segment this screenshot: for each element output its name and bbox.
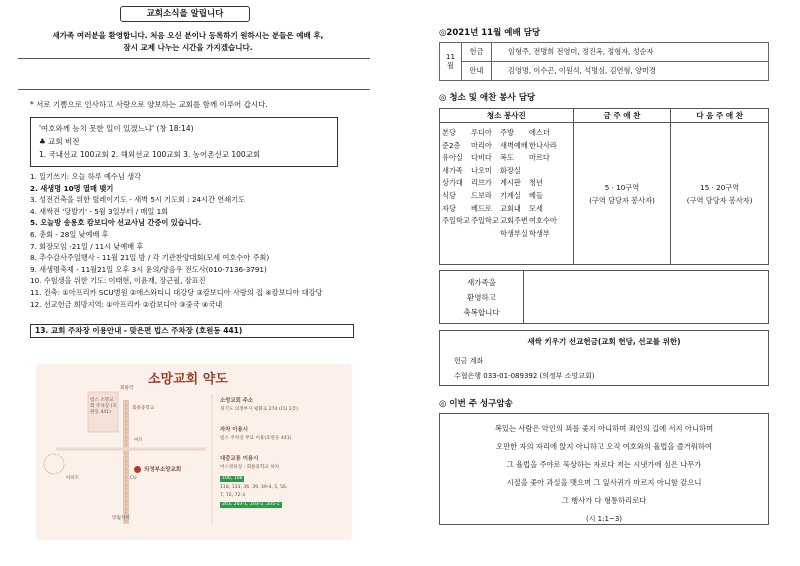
mission-title: 새싹 키우기 선교헌금(교회 헌당, 선교를 위한) — [527, 337, 681, 346]
col-header: 다 음 주 애 찬 — [671, 109, 769, 123]
list-item: 6. 총회 - 28일 낮예배 후 — [30, 229, 109, 239]
this-week-groups: 5 · 10구역 — [604, 182, 640, 192]
list-item: 10. 수험생을 위한 기도: 이태현, 이윤재, 장근필, 장표진 — [30, 276, 206, 286]
map-label-station: 망월사역 — [112, 516, 130, 521]
parking-info: 13. 교회 주차장 이용안내 - 맞은편 빕스 주차장 (호원동 441) — [30, 324, 354, 338]
list-item: 12. 선교헌금 희망지역: ①아프리카 ②캄보디아 ③중국 ④국내 — [30, 299, 223, 309]
vision-box — [30, 117, 338, 167]
verse-reference: (시 1:1~3) — [585, 515, 623, 523]
list-item: 7. 회장모임 -21일 / 11시 낮예배 후 — [30, 241, 144, 251]
notice-title: 교회소식을 알립니다 — [120, 6, 250, 22]
list-item: 2. 새생명 10명 열매 맺기 — [30, 183, 114, 193]
list-item: 4. 새싹전 '당발기' - 5월 3일부터 / 매일 1회 — [30, 206, 169, 216]
verse-title: ◎ 이번 주 성구암송 — [439, 399, 513, 409]
table-row: 유아실 다비다 복도 마르다 — [442, 153, 550, 163]
list-item: 3. 성전건축을 위한 릴레이기도 - 새벽 5시 기도회 : 24시간 연쇄기도 — [30, 195, 246, 205]
map-label-apt: 아파트 — [66, 476, 80, 481]
mission-offering-box — [439, 330, 769, 386]
divider — [18, 58, 370, 59]
address: 경기도 의정부시 평화로 274 (CU 2층) — [220, 407, 298, 412]
list-item: 11. 건축: ①아프리카 SCU병원 ②애스와티니 대강당 ③캄보디아 사랑의 집 ④캄보디아 대강당 — [30, 287, 323, 297]
next-week-cell — [671, 123, 769, 265]
mission-account: 수협은행 033-01-089392 (의정부 소망교회) — [454, 372, 595, 380]
offering-label: 헌금 — [462, 43, 492, 62]
table-row: 식당 드보라 기계실 베들 — [442, 190, 543, 200]
divider — [18, 89, 370, 90]
guide-names: 김영명, 이수곤, 이원석, 석명심, 김연형, 양미경 — [492, 62, 769, 81]
welcome-line-1: 새가족 여러분을 환영합니다. 처음 오신 분이나 등록하기 원하시는 분들은 예배 후, — [52, 31, 324, 40]
table-row: 주일학교주일학교교회주변여호수아 — [442, 216, 557, 226]
table-row: 준2층 마리아 새벽예배한나사라 — [442, 140, 557, 150]
transit-label: 대중교통 이용시 — [220, 456, 259, 462]
newcomer-box — [439, 270, 769, 324]
table-row: 상가대 리브가 계시판 청년 — [442, 178, 543, 188]
car-info: 빕스 주차장 무료 이용(호원동 441) — [220, 436, 292, 441]
map-label-cu: CU — [130, 476, 137, 481]
welcome-line-2: 잠시 교제 나누는 시간을 가지겠습니다. — [123, 43, 253, 52]
cleaning-duty-table — [439, 108, 769, 265]
cleaning-duty-title: ◎ 청소 및 애찬 봉사 담당 — [439, 93, 536, 103]
table-row: 학생부실학생부 — [500, 228, 550, 238]
bus-badge: 106, 108 — [222, 476, 243, 481]
welcome-message — [18, 30, 358, 54]
car-label: 자차 이용시 — [220, 427, 248, 433]
announcement-list — [30, 171, 380, 310]
table-row: 본당 루디아 주방 에스더 — [442, 128, 550, 137]
newcomer-line: 축복합니다 — [463, 308, 500, 317]
worship-duty-title: ◎2021년 11월 예배 담당 — [439, 28, 541, 38]
newcomer-label — [440, 271, 524, 323]
guide-label: 안내 — [462, 62, 492, 81]
verse-box — [439, 413, 769, 525]
verse-line: 그 행사가 다 형통하리로다 — [561, 496, 647, 505]
vision-title: ♣ 교회 비전 — [39, 137, 80, 146]
greeting-note: * 서로 기쁨으로 인사하고 사랑으로 양보하는 교회를 함께 이루어 갑시다. — [30, 100, 268, 109]
next-week-groups: 15 · 20구역 — [700, 182, 740, 192]
map-church-name: 의정부소망교회 — [144, 467, 182, 473]
transit-info: 버스정류장 : 회룡중학교 하차 — [220, 465, 280, 470]
map-title: 소망교회 약도 — [148, 372, 228, 387]
verse-line: 오만한 자의 자리에 앉지 아니하고 오직 여호와의 율법을 즐거워하여 — [496, 442, 712, 451]
duty-list — [440, 123, 574, 265]
verse-line: 그 율법을 주야로 묵상하는 자로다 저는 시냇가에 심은 나무가 — [506, 460, 702, 469]
map-label-school: 회룡중학교 — [132, 406, 155, 411]
map-label-hoeryong: 회룡역 — [120, 386, 134, 391]
church-pin-icon — [134, 466, 141, 473]
vision-verse: '여호와께 능치 못한 일이 있겠느냐' (창 18:14) — [39, 124, 194, 133]
col-header: 청소 봉사진 — [440, 109, 574, 123]
this-week-note: (구역 담당자 봉사자) — [589, 195, 655, 205]
newcomer-line: 환영하고 — [467, 293, 496, 302]
list-item: 9. 새생명축제 - 11월21일 오후 3시 윤의/양음우 전도사(010-7136-3791) — [30, 264, 267, 274]
table-row: 새가족 나오미 화장실 — [442, 165, 521, 175]
newcomer-line: 새가족을 — [467, 278, 496, 287]
bus-badge: 203, 203-1, 203-2, 205-1 — [222, 502, 280, 507]
map-roads — [36, 364, 352, 540]
bus-routes: 7, 72, 72-3 — [220, 493, 246, 498]
list-item: 1. 일기쓰기: 오늘 하루 예수님 생각 — [30, 172, 141, 181]
bus-routes: 118, 133, 36, 39, 39-4, 5, 56, — [220, 485, 288, 490]
table-row: 자당 베드로 교회내 모세 — [442, 203, 543, 213]
map-label-bips: 빕스 소망교회 주차장 (호원동 441) — [90, 398, 117, 415]
worship-duty-table — [439, 42, 769, 81]
offering-names: 임형주, 전명희 전영미, 정진옥, 정형자, 성순자 — [492, 43, 769, 62]
vision-items: 1. 국내선교 100교회 2. 해외선교 100교회 3. 농어촌선교 100교회 — [39, 150, 261, 159]
verse-line: 시절을 좇아 과실을 맺으며 그 잎사귀가 마르지 아니함 같으니 — [506, 478, 702, 487]
mission-account-label: 헌금 계좌 — [454, 357, 484, 365]
map-label-mart: 마트 — [134, 438, 143, 443]
verse-line: 복있는 사람은 악인의 꾀를 좇지 아니하며 죄인의 길에 서지 아니하며 — [494, 424, 714, 433]
this-week-cell — [573, 123, 671, 265]
month-cell: 11월 — [440, 43, 462, 81]
church-map — [36, 364, 352, 540]
next-week-note: (구역 담당자 봉사자) — [686, 195, 753, 205]
col-header: 금 주 애 찬 — [573, 109, 671, 123]
address-label: 소망교회 주소 — [220, 398, 254, 404]
list-item: 8. 추수감사주일행사 - 11월 21일 밤 / 각 기관찬양대회(모세 여호수아 주최) — [30, 253, 270, 263]
list-item: 5. 오늘방 송용호 캄보디아 선교사님 간증이 있습니다. — [30, 218, 202, 228]
